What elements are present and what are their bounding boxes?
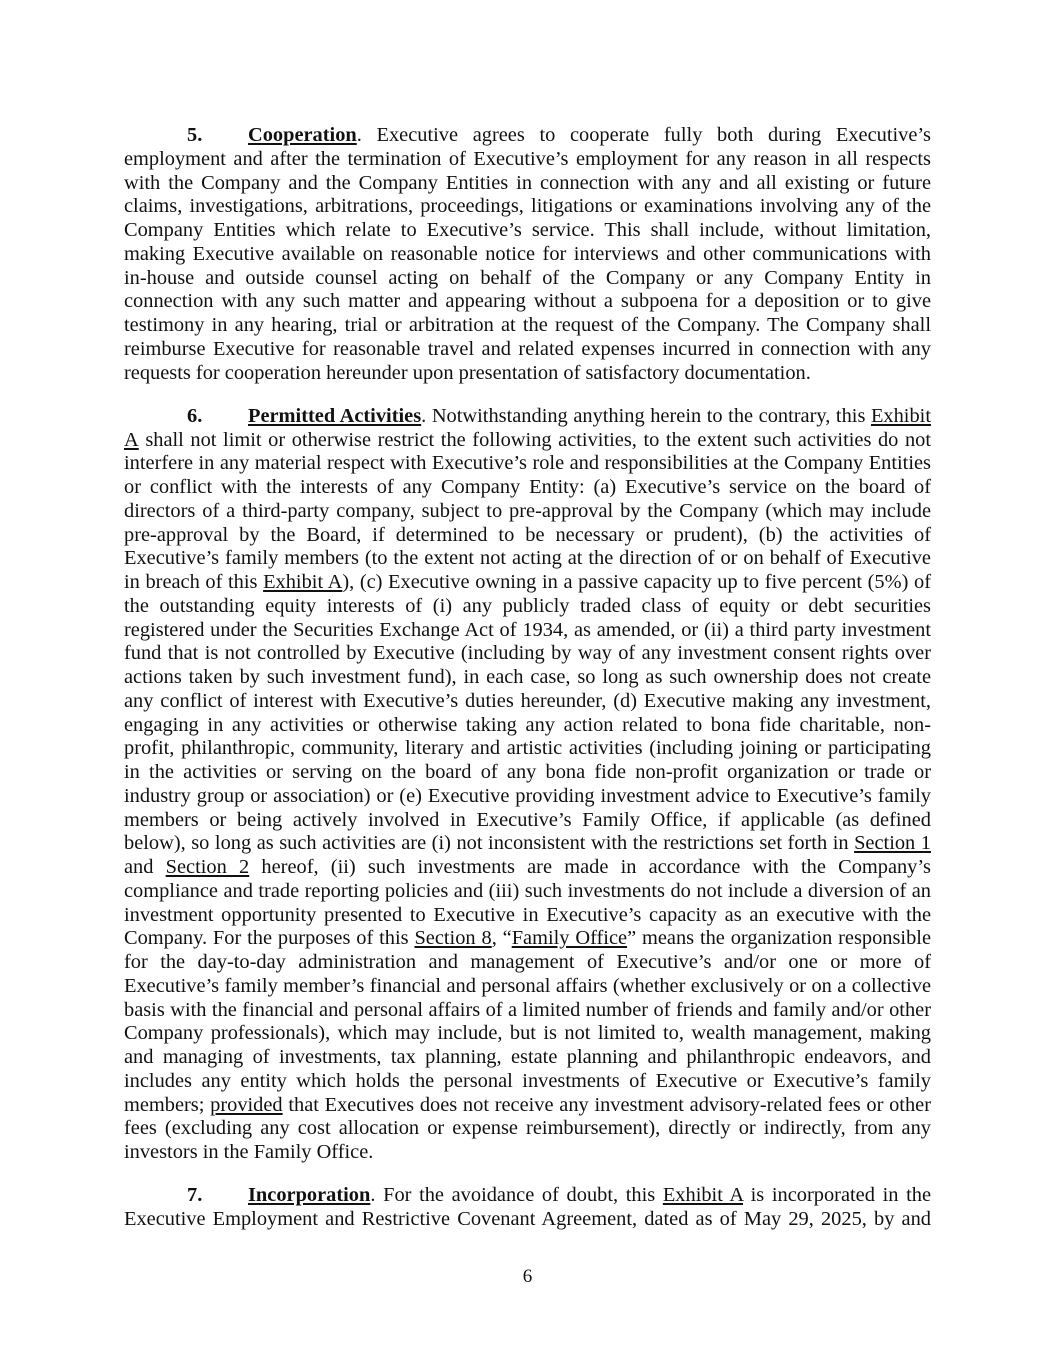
body-text: ” means the organization responsible for the day-to-day administration and management of Executive’s and/or one or more of Executive’s family member’s financial and personal affairs (whether exclusively or on a collective basis with the financial and personal affairs of a limited number of friends and family and/or other Company professionals), which may include, but is not limited to, wealth management, making and managing of investments, tax planning, estate planning and philanthropic endeavors, and includes any entity which holds the personal investments of Executive or Executive’s family members; (124, 927, 932, 1116)
body-text: hereof, (ii) such investments are made in accordance with the Company’s compliance and trade reporting policies and (iii) such investments do not include a diversion of an investment opportunity presented to Executive in Executive’s capacity as an executive with the Company. For the purposes of this (124, 856, 931, 950)
section-number: 5. (187, 124, 203, 146)
defined-term-reference: Exhibit A (124, 404, 931, 451)
defined-term-reference: Family Office (511, 927, 628, 950)
page-number: 6 (522, 1266, 533, 1287)
section-paragraph (124, 124, 931, 385)
body-text: that Executives does not receive any investment advisory-related fees or other fees (excluding any cost allocation or expense reimbursement), directly or indirectly, from any investors in the Family Office. (124, 1093, 931, 1163)
body-text: and (124, 856, 166, 878)
section-number: 7. (187, 1184, 203, 1207)
body-text: is incorporated in the Executive Employment and Restrictive Covenant Agreement, dated as of May 29, 2025, by and (124, 1184, 931, 1230)
section-heading: Incorporation (248, 1184, 371, 1207)
defined-term-reference: Section 8 (414, 927, 492, 950)
defined-term-reference: provided (210, 1093, 283, 1116)
defined-term-reference: Exhibit A (263, 571, 343, 593)
defined-term-reference: Section 1 (854, 832, 931, 855)
body-text: . For the avoidance of doubt, this (370, 1184, 663, 1207)
body-text: , “ (491, 927, 512, 950)
section-heading: Permitted Activities (248, 404, 422, 427)
section-heading: Cooperation (248, 124, 357, 146)
defined-term-reference: Section 2 (165, 856, 250, 878)
section-number: 6. (187, 404, 203, 427)
body-text: . Notwithstanding anything herein to the contrary, this (421, 404, 871, 427)
document-page (124, 124, 931, 1251)
section-paragraph (124, 1184, 931, 1232)
body-text: . Executive agrees to cooperate fully both during Executive’s employment and after the termination of Executive’s employment for any reason in all respects with the Company and the Company Entities in connection with any and all existing or future claims, investigations, arbitrations, proceedings, litigations or examinations involving any of the Company Entities which relate to Executive’s service. This shall include, without limitation, making Executive available on reasonable notice for interviews and other communications with in-house and outside counsel acting on behalf of the Company or any Company Entity in connection with any such matter and appearing without a subpoena for a deposition or to give testimony in any hearing, trial or arbitration at the request of the Company. The Company shall reimburse Executive for reasonable travel and related expenses incurred in connection with any requests for cooperation hereunder upon presentation of satisfactory documentation. (124, 124, 931, 384)
body-text: ), (c) Executive owning in a passive capacity up to five percent (5%) of the outstanding equity interests of (i) any publicly traded class of equity or debt securities registered under the Securities Exchange Act of 1934, as amended, or (ii) a third party investment fund that is not controlled by Executive (including by way of any investment consent rights over actions taken by such investment fund), in each case, so long as such ownership does not create any conflict of interest with Executive’s duties hereunder, (d) Executive making any investment, engaging in any activities or otherwise taking any action related to bona fide charitable, non-profit, philanthropic, community, literary and artistic activities (including joining or participating in the activities or serving on the board of any bona fide non-profit organization or trade or industry group or association) or (e) Executive providing investment advice to Executive’s family members or being actively involved in Executive’s Family Office, if applicable (as defined below), so long as such activities are (i) not inconsistent with the restrictions set forth in (124, 571, 931, 855)
section-paragraph (124, 405, 931, 1165)
body-text: shall not limit or otherwise restrict the following activities, to the extent such activities do not interfere in any material respect with Executive’s role and responsibilities at the Company Entities or conflict with the interests of any Company Entity: (a) Executive’s service on the board of directors of a third-party company, subject to pre-approval by the Company (which may include pre-approval by the Board, if determined to be necessary or prudent), (b) the activities of Executive’s family members (to the extent not acting at the direction of or on behalf of Executive in breach of this (124, 428, 931, 593)
defined-term-reference: Exhibit A (662, 1184, 743, 1207)
